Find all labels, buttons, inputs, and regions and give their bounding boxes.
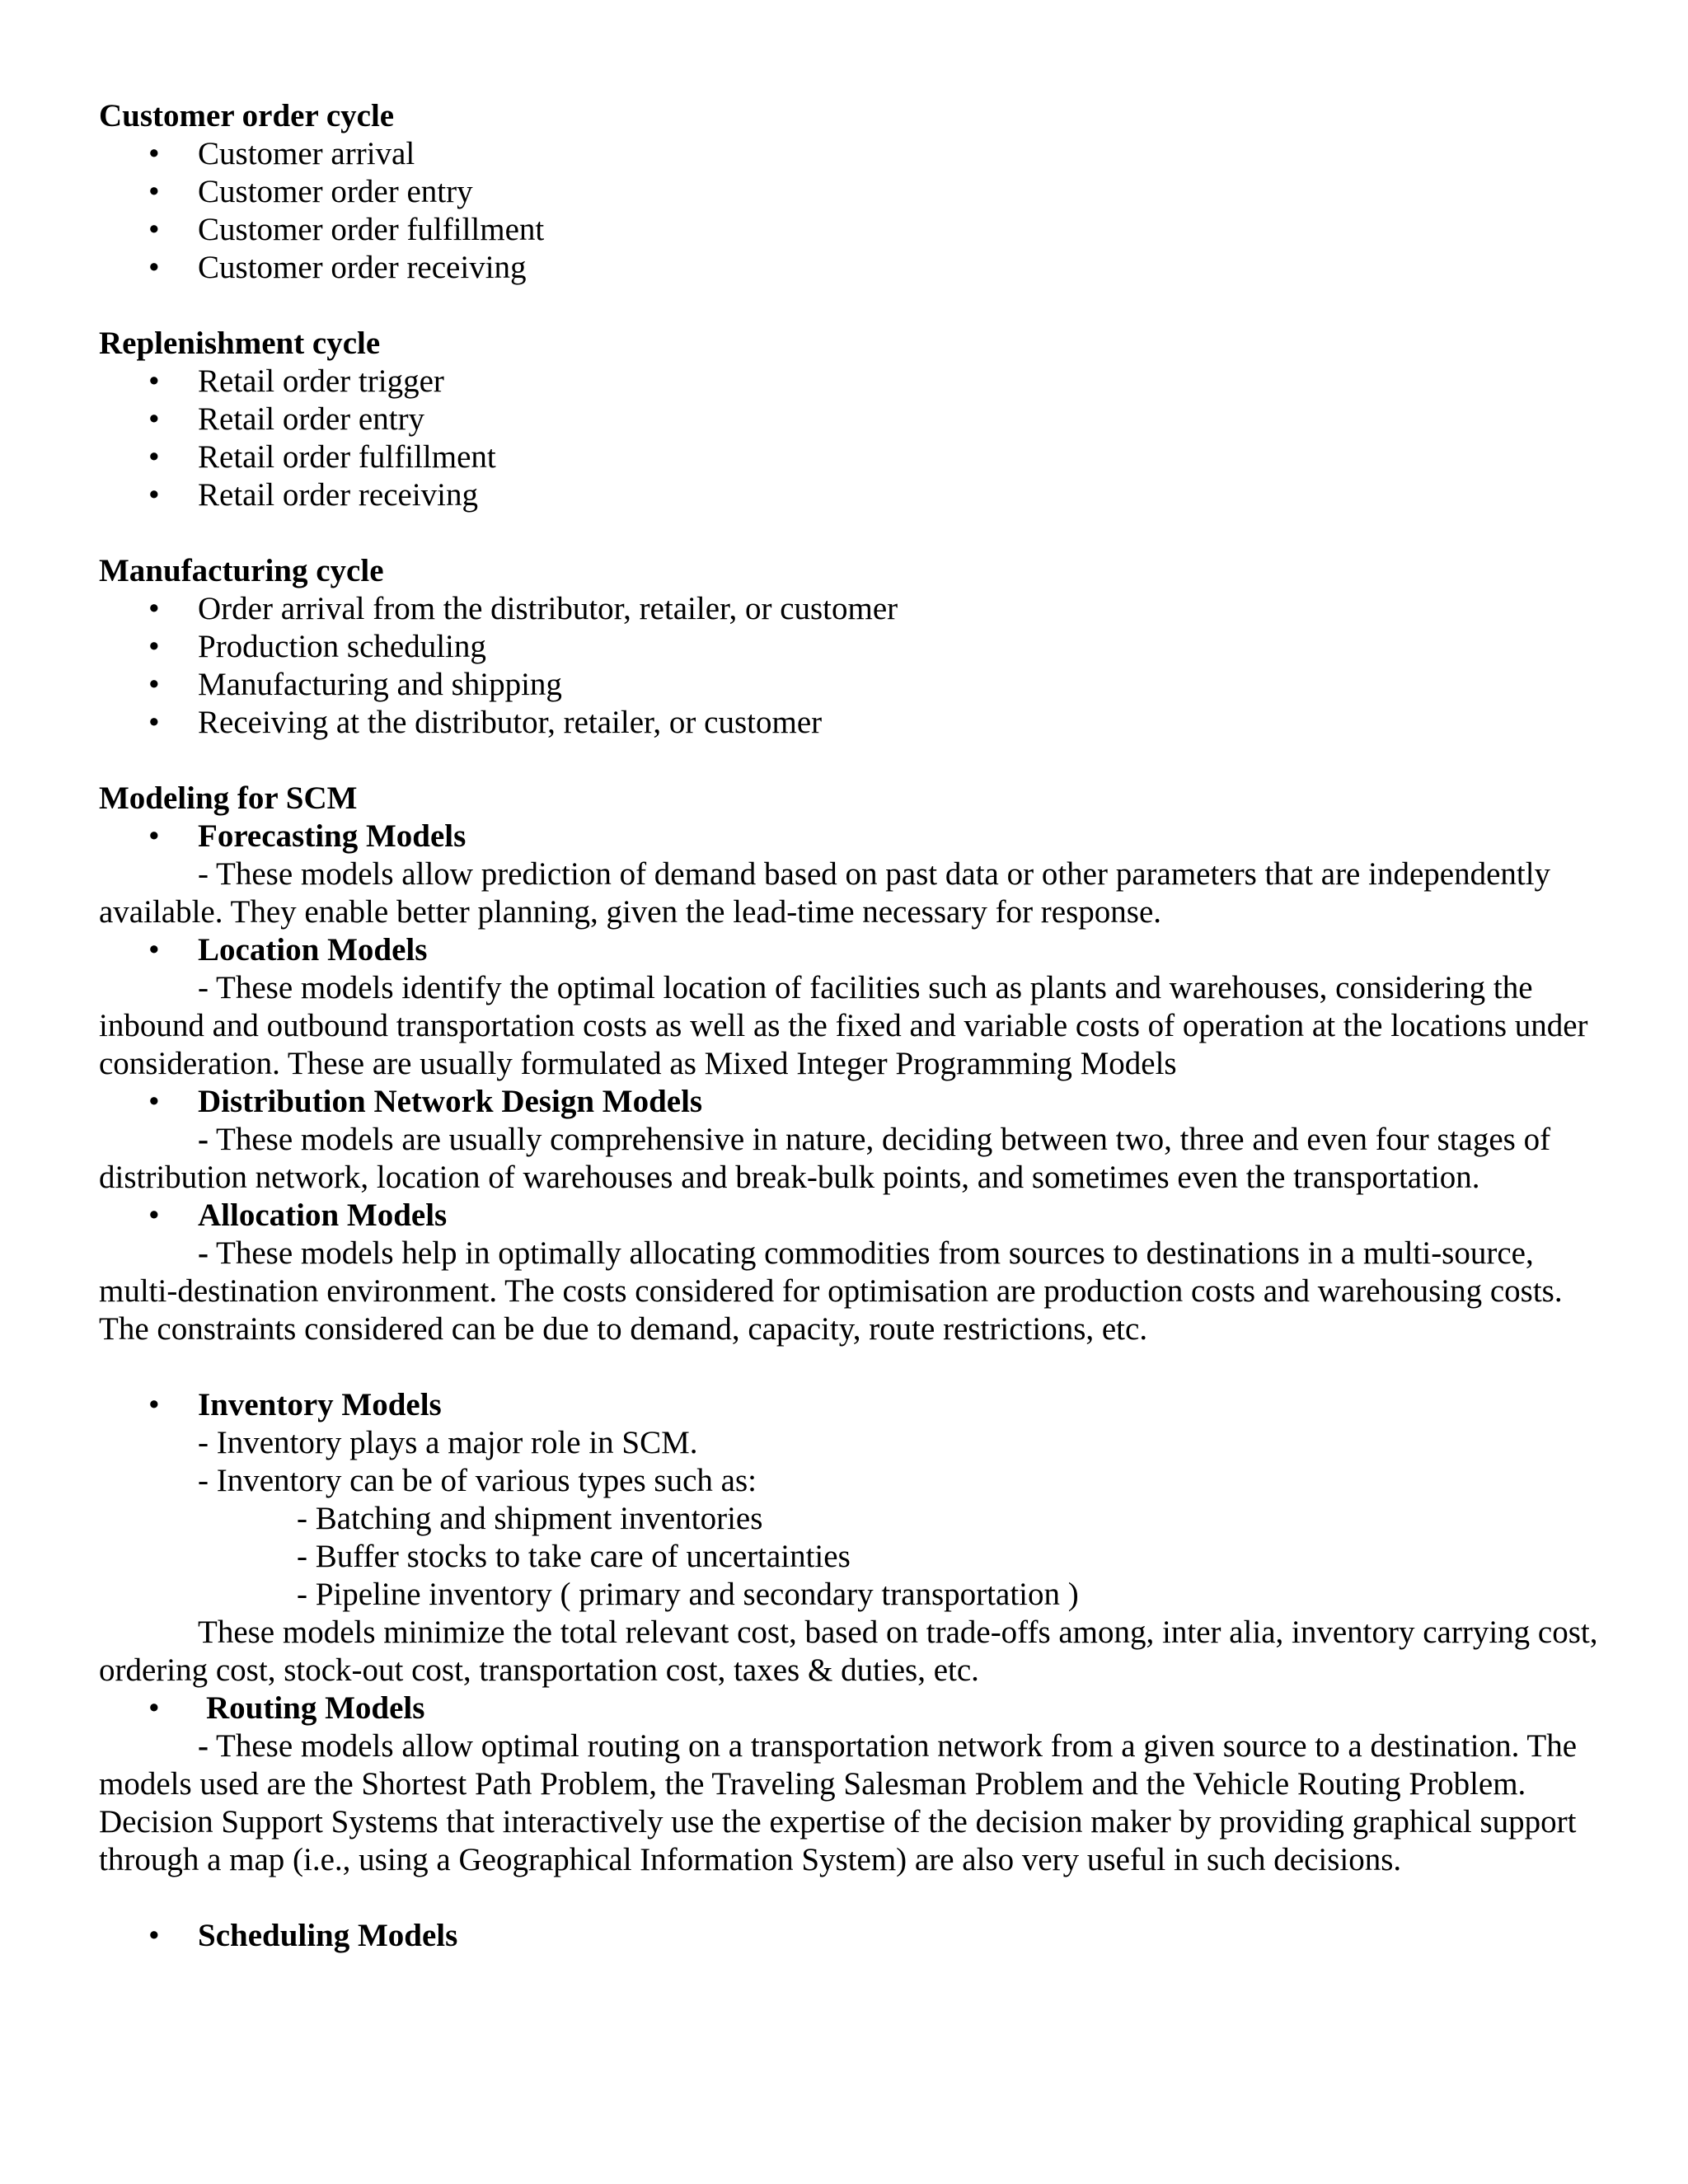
inventory-type: - Pipeline inventory ( primary and secondary transportation ) xyxy=(297,1577,1079,1612)
list-item-text: Retail order trigger xyxy=(198,363,444,399)
bullet-icon: • xyxy=(148,629,160,664)
bullet-icon: • xyxy=(148,250,160,285)
model-heading-inventory xyxy=(99,1386,1599,1424)
inventory-line: - Inventory plays a major role in SCM. xyxy=(198,1425,698,1460)
list-item xyxy=(99,363,1599,401)
list-item xyxy=(99,476,1599,514)
list-item xyxy=(99,401,1599,438)
spacer xyxy=(99,742,1599,780)
model-title: Scheduling Models xyxy=(198,1918,458,1953)
section-heading-manufacturing-cycle: Manufacturing cycle xyxy=(99,553,384,588)
model-title: Routing Models xyxy=(206,1690,425,1726)
list-item-text: Customer order fulfillment xyxy=(198,212,545,247)
list-item xyxy=(99,628,1599,666)
model-description: These models minimize the total relevant cost, based on trade-offs among, inter alia, inventory carrying cost, ordering cost, stock-out cost, transportation cost, taxes & duties, etc. xyxy=(99,1615,1598,1688)
section-heading-modeling-for-scm: Modeling for SCM xyxy=(99,780,358,816)
description-text: These models allow optimal routing on a transportation network from a given source to a destination. The models used are the Shortest Path Problem, the Traveling Salesman Problem and the Vehicle Routing Problem. Decision Support Systems that interactively use the expertise of the decision maker by providing graphical support through a map (i.e., using a Geographical Information System) are also very useful in such decisions. xyxy=(99,1728,1578,1877)
model-title: Inventory Models xyxy=(198,1387,442,1422)
list-item-text: Customer order receiving xyxy=(198,250,527,285)
bullet-icon: • xyxy=(148,818,160,854)
bullet-icon: • xyxy=(148,667,160,702)
list-item-text: Retail order entry xyxy=(198,401,425,437)
spacer xyxy=(99,287,1599,325)
list-item xyxy=(99,438,1599,476)
model-heading-forecasting xyxy=(99,818,1599,855)
list-item xyxy=(99,249,1599,287)
list-item-text: Order arrival from the distributor, retailer, or customer xyxy=(198,591,898,626)
list-item-text: Customer arrival xyxy=(198,136,415,171)
inventory-type: - Batching and shipment inventories xyxy=(297,1501,763,1536)
model-title: Forecasting Models xyxy=(198,818,467,854)
bullet-icon: • xyxy=(148,932,160,968)
dash-marker: - xyxy=(198,1235,209,1271)
inventory-type: - Buffer stocks to take care of uncertainties xyxy=(297,1539,851,1574)
list-item-text: Customer order entry xyxy=(198,174,473,209)
inventory-line: - Inventory can be of various types such as: xyxy=(198,1463,757,1498)
model-heading-location xyxy=(99,931,1599,969)
model-heading-allocation xyxy=(99,1197,1599,1235)
section-heading-replenishment-cycle: Replenishment cycle xyxy=(99,326,381,361)
model-description xyxy=(99,1121,1599,1197)
model-description xyxy=(99,1235,1599,1348)
list-item xyxy=(99,211,1599,249)
dash-marker: - xyxy=(198,1122,209,1157)
section-heading-customer-order-cycle: Customer order cycle xyxy=(99,98,395,134)
bullet-icon: • xyxy=(148,212,160,247)
model-heading-routing xyxy=(99,1690,1599,1727)
list-item xyxy=(99,666,1599,704)
bullet-icon: • xyxy=(148,1197,160,1233)
spacer xyxy=(99,514,1599,552)
description-text: These models help in optimally allocating commodities from sources to destinations in a multi-source, multi-destination environment. The costs considered for optimisation are production costs and warehousing costs. The constraints considered can be due to demand, capacity, route restrictions, etc. xyxy=(99,1235,1563,1347)
list-item-text: Retail order fulfillment xyxy=(198,439,496,475)
list-item xyxy=(99,590,1599,628)
list-item-text: Retail order receiving xyxy=(198,477,479,513)
model-heading-distribution xyxy=(99,1083,1599,1121)
bullet-icon: • xyxy=(148,591,160,626)
bullet-icon: • xyxy=(148,439,160,475)
bullet-icon: • xyxy=(148,1084,160,1119)
spacer xyxy=(99,1348,1599,1386)
model-description: - These models allow prediction of demand based on past data or other parameters that are independently available. They enable better planning, given the lead-time necessary for response. xyxy=(99,856,1551,930)
list-item-text: Receiving at the distributor, retailer, or customer xyxy=(198,705,823,740)
model-heading-scheduling xyxy=(99,1917,1599,1955)
bullet-icon: • xyxy=(148,1387,160,1422)
model-title: Distribution Network Design Models xyxy=(198,1084,703,1119)
description-text: These models are usually comprehensive in nature, deciding between two, three and even four stages of distribution network, location of warehouses and break-bulk points, and sometimes even the transportation. xyxy=(99,1122,1551,1195)
list-item-text: Production scheduling xyxy=(198,629,486,664)
model-description: - These models identify the optimal location of facilities such as plants and warehouses, considering the inbound and outbound transportation costs as well as the fixed and variable costs of operation at the locations under consideration. These are usually formulated as Mixed Integer Programming Models xyxy=(99,970,1588,1081)
list-item xyxy=(99,135,1599,173)
bullet-icon: • xyxy=(148,136,160,171)
bullet-icon: • xyxy=(148,1690,160,1726)
bullet-icon: • xyxy=(148,477,160,513)
list-item-text: Manufacturing and shipping xyxy=(198,667,562,702)
dash-marker: - xyxy=(198,1728,209,1764)
spacer xyxy=(99,1879,1599,1917)
bullet-icon: • xyxy=(148,1918,160,1953)
bullet-icon: • xyxy=(148,705,160,740)
model-title: Allocation Models xyxy=(198,1197,448,1233)
model-title: Location Models xyxy=(198,932,428,968)
bullet-icon: • xyxy=(148,174,160,209)
list-item xyxy=(99,704,1599,742)
bullet-icon: • xyxy=(148,363,160,399)
model-description xyxy=(99,1727,1599,1879)
document-body xyxy=(99,97,1599,1955)
bullet-icon: • xyxy=(148,401,160,437)
list-item xyxy=(99,173,1599,211)
